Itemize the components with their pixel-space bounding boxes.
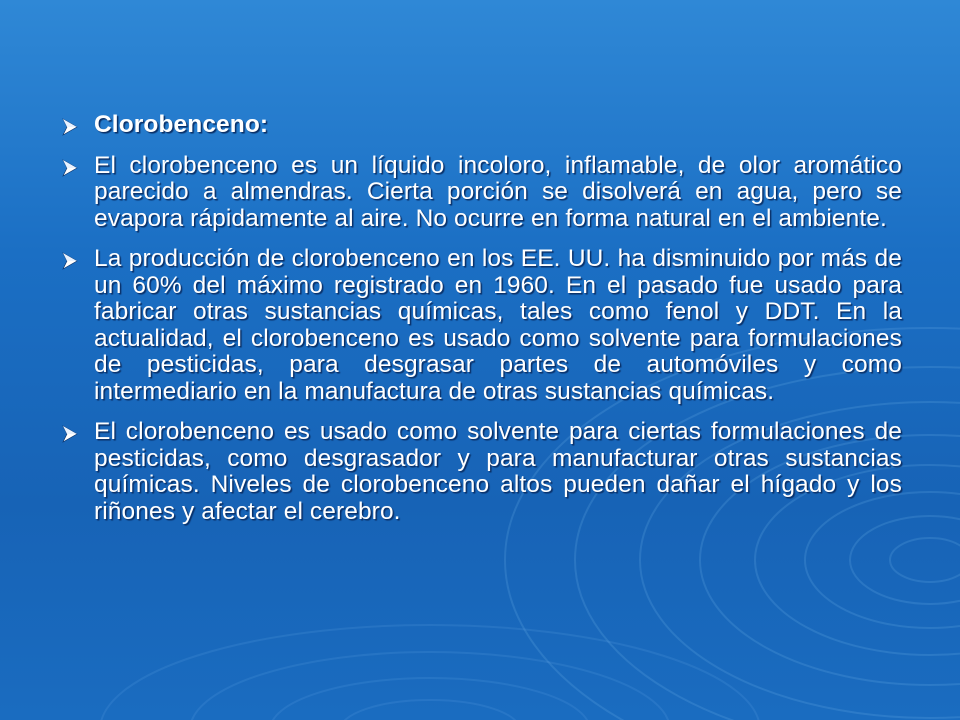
bullet-heading: Clorobenceno:: [94, 111, 269, 138]
bullet-item: [62, 419, 902, 525]
bullet-text: La producción de clorobenceno en los EE. UU. ha disminuido por más de un 60% del máximo registrado en 1960. En el pasado fue usado para fabricar otras sustancias químicas, tales como fenol y DDT. En la actualidad, el clorobenceno es usado como solvente para formulaciones de pesticidas, para desgrasar partes de automóviles y como intermediario en la manufactura de otras sustancias químicas.: [94, 245, 902, 405]
bullet-item: [62, 153, 902, 233]
bullet-list: [62, 112, 902, 539]
bullet-text: El clorobenceno es usado como solvente para ciertas formulaciones de pesticidas, como desgrasador y para manufacturar otras sustancias químicas. Niveles de clorobenceno altos pueden dañar el hígado y los riñones y afectar el cerebro.: [94, 418, 902, 525]
arrowhead-icon: [62, 252, 78, 270]
arrowhead-icon: [62, 159, 78, 177]
bullet-item: [62, 112, 902, 139]
arrowhead-icon: [62, 118, 78, 136]
arrowhead-icon: [62, 425, 78, 443]
bullet-text: El clorobenceno es un líquido incoloro, inflamable, de olor aromático parecido a almendras. Cierta porción se disolverá en agua, pero se evapora rápidamente al aire. No ocurre en forma natural en el ambiente.: [94, 151, 902, 232]
bullet-item: [62, 246, 902, 405]
